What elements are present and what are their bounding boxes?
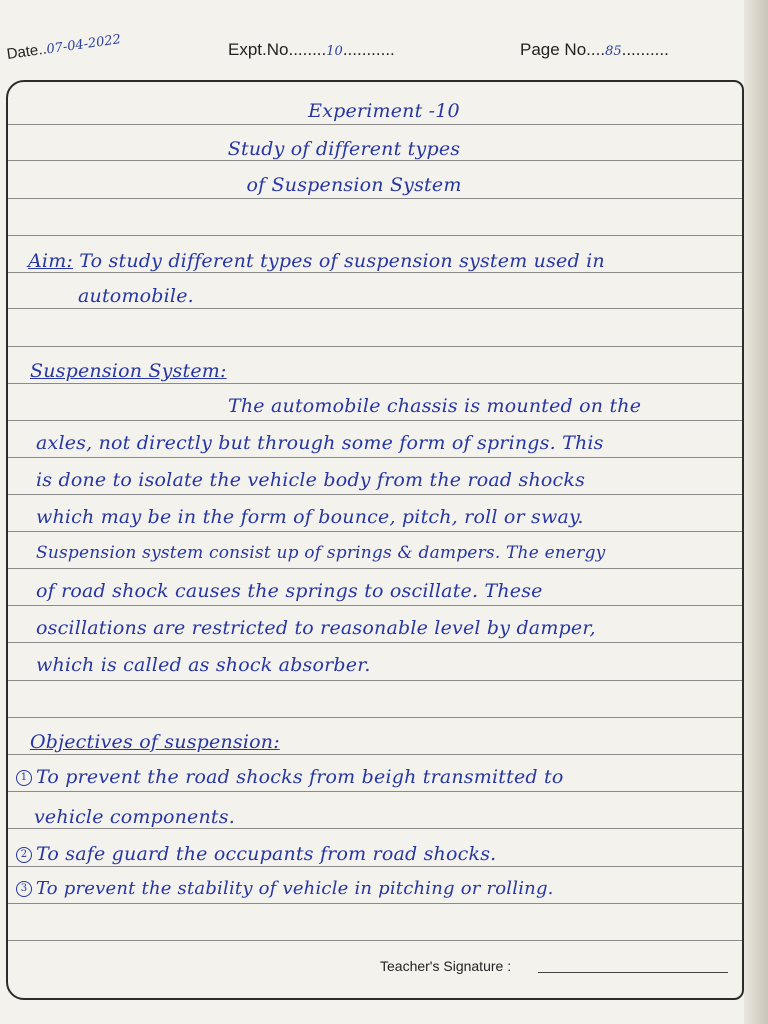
suspension-line-7: oscillations are restricted to reasonable level by damper,: [36, 617, 596, 639]
title-line-3: of Suspension System: [246, 174, 462, 196]
ruled-line: [8, 680, 742, 681]
ruled-line: [8, 642, 742, 643]
page-header: [0, 0, 768, 90]
experiment-title: Experiment -10: [308, 100, 460, 122]
suspension-line-5: Suspension system consist up of springs & dampers. The energy: [36, 543, 606, 563]
ruled-line: [8, 160, 742, 161]
suspension-line-1: The automobile chassis is mounted on the: [228, 395, 642, 417]
objective-number-3: 3: [16, 881, 32, 897]
suspension-line-8: which is called as shock absorber.: [36, 654, 371, 676]
objective-2-text: To safe guard the occupants from road shocks.: [36, 843, 497, 865]
suspension-line-3: is done to isolate the vehicle body from the road shocks: [36, 469, 586, 491]
teacher-signature-label: Teacher's Signature :: [380, 958, 512, 974]
page-number-field: [520, 40, 669, 60]
ruled-line: [8, 791, 742, 792]
objective-number-2: 2: [16, 847, 32, 863]
suspension-line-4: which may be in the form of bounce, pitch, roll or sway.: [36, 506, 584, 528]
title-line-2: Study of different types: [227, 138, 461, 160]
ruled-line: [8, 383, 742, 384]
ruled-line: [8, 531, 742, 532]
ruled-line: [8, 420, 742, 421]
ruled-line: [8, 308, 742, 309]
ruled-line: [8, 124, 742, 125]
objective-item-3: [16, 878, 554, 899]
signature-line: [538, 972, 728, 973]
objective-item-1: [16, 766, 563, 788]
ruled-line: [8, 866, 742, 867]
date-value: 07-04-2022: [45, 32, 122, 58]
ruled-line: [8, 568, 742, 569]
date-label: Date..: [5, 40, 48, 63]
expt-value: 10: [326, 44, 343, 59]
ruled-line: [8, 198, 742, 199]
aim-line-2: automobile.: [78, 285, 194, 307]
ruled-line: [8, 903, 742, 904]
objective-3-text: To prevent the stability of vehicle in pitching or rolling.: [36, 878, 554, 899]
ruled-line: [8, 346, 742, 347]
page-suffix: ..........: [621, 40, 669, 59]
aim-line-1: [28, 250, 728, 272]
ruled-line: [8, 272, 742, 273]
ruled-line: [8, 754, 742, 755]
ruled-line: [8, 828, 742, 829]
date-field: [6, 30, 122, 63]
objective-item-2: [16, 843, 496, 865]
ruled-line: [8, 605, 742, 606]
expt-label: Expt.No........: [228, 40, 327, 59]
ruled-line: [8, 457, 742, 458]
objective-1-text: To prevent the road shocks from beigh transmitted to: [36, 766, 564, 788]
ruled-line: [8, 940, 742, 941]
paper-edge: [744, 0, 768, 1024]
expt-suffix: ...........: [342, 40, 395, 59]
ruled-line: [8, 235, 742, 236]
objective-number-1: 1: [16, 770, 32, 786]
suspension-line-2: axles, not directly but through some form of springs. This: [36, 432, 604, 454]
suspension-heading: Suspension System:: [30, 360, 227, 382]
experiment-number-field: [228, 40, 395, 60]
suspension-line-6: of road shock causes the springs to oscillate. These: [36, 580, 543, 602]
objective-item-1-line-2: vehicle components.: [34, 806, 235, 828]
aim-text: To study different types of suspension system used in: [79, 250, 605, 272]
ruled-line: [8, 717, 742, 718]
page-label: Page No....: [520, 40, 606, 59]
objectives-heading: Objectives of suspension:: [30, 731, 280, 753]
ruled-line: [8, 494, 742, 495]
page-value: 85: [605, 44, 622, 59]
aim-label: Aim:: [28, 250, 74, 272]
